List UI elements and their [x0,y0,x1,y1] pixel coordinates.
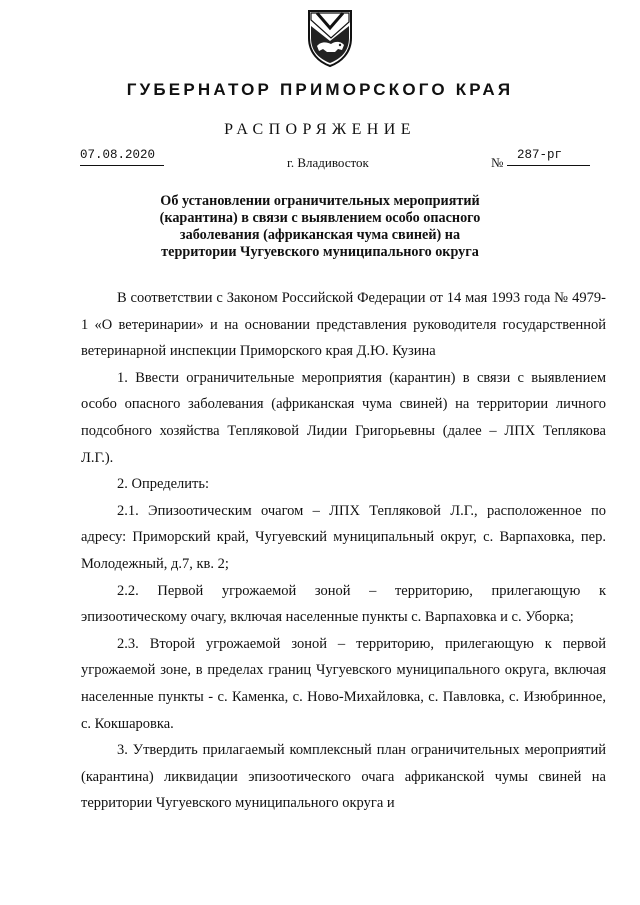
org-title: ГУБЕРНАТОР ПРИМОРСКОГО КРАЯ [126,80,514,99]
number-sign: № [491,155,504,170]
paragraph-2-3: 2.3. Второй угрожаемой зоной – территорию, прилегающую к первой угрожаемой зоне, в пределах границ Чугуевского муниципального округа, включая населенные пункты - с. Каменка, с. Ново-Михайловка, с. Павловка, с. Изюбринное, с. Кокшаровка. [81,635,606,732]
document-city: г. Владивосток [287,155,369,170]
paragraph-2: 2. Определить: [117,476,210,493]
paragraph-2-1: 2.1. Эпизоотическим очагом – ЛПХ Тепляковой Л.Г., расположенное по адресу: Приморский край, Чугуевский муниципальный округ, с. Варпаховка, пер. Молодежный, д.7, кв. 2; [81,502,606,572]
paragraph-3: 3. Утвердить прилагаемый комплексный план ограничительных мероприятий (карантина) ликвидации эпизоотического очага африканской чумы свиней на территории Чугуевского муниципального округа и [81,742,606,812]
document-subject: Об установлении ограничительных мероприятий (карантина) в связи с выявлением особо опасного заболевания (африканская чума свиней) на территории Чугуевского муниципального округа [159,193,481,260]
preamble-paragraph: В соответствии с Законом Российской Федерации от 14 мая 1993 года № 4979-1 «О ветеринарии» и на основании представления руководителя государственной ветеринарной инспекции Приморского края Д.Ю. Кузина [81,290,606,360]
paragraph-2-2: 2.2. Первой угрожаемой зоной – территорию, прилегающую к эпизоотическому очагу, включая населенные пункты с. Варпаховка и с. Уборка; [81,582,606,626]
paragraph-1: 1. Ввести ограничительные мероприятия (карантин) в связи с выявлением особо опасного заболевания (африканская чума свиней) на территории личного подсобного хозяйства Тепляковой Лидии Григорьевны (далее – ЛПХ Теплякова Л.Г.). [81,369,606,466]
document-date: 07.08.2020 [80,148,164,166]
document-body [81,285,606,817]
document-type-title: РАСПОРЯЖЕНИЕ [224,121,416,138]
primorsky-krai-coat-of-arms-icon [305,8,355,68]
document-number: 287-рг [507,148,590,166]
